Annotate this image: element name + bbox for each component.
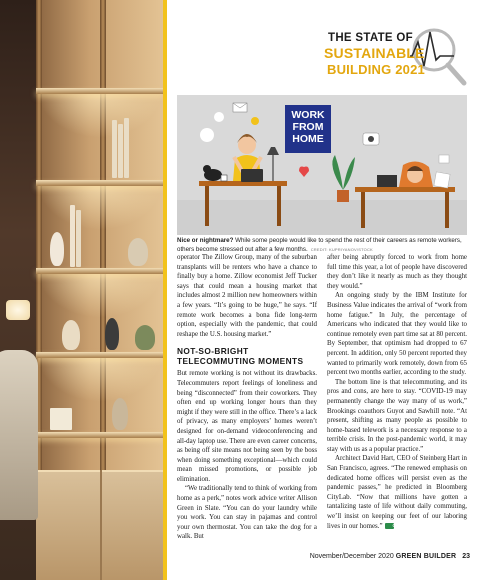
shelf-glow (36, 352, 163, 402)
armchair (0, 350, 38, 520)
work-from-home-illustration (177, 95, 467, 235)
lamp (6, 300, 30, 320)
vase (105, 318, 119, 350)
plant-pot (135, 325, 155, 350)
paragraph (327, 454, 467, 531)
section-header (318, 26, 468, 92)
shelf-glow (36, 180, 163, 230)
shelf-board (36, 352, 163, 358)
paragraph: operator The Zillow Group, many of the suburban transplants will be renters who have a chance to finally buy a home. Zillow economist Jeff Tucker says that could mean a housing market that includes almost 2 million new homeowners within a few years. “It’s going to be huge,” he says. “If remote work becomes a bona fide long-term option, especially with the pandemic, that could reshape the U.S. housing market.” (177, 254, 317, 338)
page-footer (282, 553, 470, 560)
book (76, 210, 81, 267)
book-stack (50, 408, 72, 430)
shelf-photo (0, 0, 163, 580)
photo-credit: CREDIT: KUPRIYANOV/STOCK (310, 246, 373, 252)
paragraph: “We traditionally tend to think of working from home as a perk,” notes work advice writer Allison Green in Slate. “You can do your laundry while you work. You can stay in pajamas and control your own thermostat. You can take the dog for a walk. But (177, 485, 317, 541)
shelf-glow (36, 88, 163, 138)
article-column-1 (177, 253, 317, 542)
sign-line: HOME (292, 133, 324, 145)
header-line-1: THE STATE OF (328, 32, 413, 44)
vase (128, 238, 148, 266)
shelf-board (36, 180, 163, 186)
book (70, 205, 75, 267)
shelf-glow (36, 268, 163, 318)
vase (62, 320, 80, 350)
paragraph: An ongoing study by the IBM Institute for Business Value indicates the arrival of “work from home fatigue.” In July, the percentage of Americans who indicated that they would like to continue remotely even part time sat at 80 percent. By September, that optimism had dropped to 67 percent. In addition, only 50 percent reported they wanted to primarily work remotely, down from 65 percent two months earlier, according to the study. (327, 292, 467, 377)
header-line-2: SUSTAINABLE (324, 45, 425, 61)
shelf-board (36, 268, 163, 274)
caption-lead: Nice or nightmare? (177, 237, 234, 244)
book (124, 118, 129, 178)
shelf-post (100, 0, 106, 480)
paragraph: after being abruptly forced to work from home full time this year, a lot of people have discovered they don’t like it nearly as much as they thought they would.” (327, 254, 467, 290)
book (118, 124, 123, 178)
subheading: NOT-SO-BRIGHT TELECOMMUTING MOMENTS (177, 346, 304, 366)
paragraph: But remote working is not without its drawbacks. Telecommuters report feelings of loneliness and being “disconnected” from their coworkers. They often end up working longer hours than they might if they were still in the office. There’s a lack of privacy, as many employers’ homes weren’t designed for on-demand videoconferencing and all-day laptop use. There are even career concerns, as being off site means not being seen by the boss when doing something exceptional—which could mean missed promotions, or possible job elimination. (177, 370, 317, 483)
issue-date: November/December 2020 (309, 553, 394, 560)
caption-text: While some people would like to spend the rest of their careers as remote workers, others become stressed out after a few months. (177, 237, 462, 253)
article-column-2 (327, 253, 467, 531)
sign-line: FROM (292, 121, 324, 133)
paragraph: The bottom line is that telecommuting, and its pros and cons, are here to stay. “COVID-19 may permanently change the way many of us work,” Brookings coauthors Guyot and Sawhill note. “At present, shifting as many people as possible to home-based telework is a necessary response to a terrible crisis. In the post-pandemic world, it may stay with us as a popular practice.” (327, 378, 467, 453)
work-from-home-sign (285, 105, 331, 153)
magazine-name: GREEN BUILDER (395, 553, 457, 560)
end-mark-icon: GB (385, 523, 394, 529)
page-number: 23 (462, 553, 470, 560)
photo-caption (177, 237, 469, 254)
sign-line: WORK (291, 109, 325, 121)
shelf-board (36, 88, 163, 94)
header-line-3: BUILDING 2021 (327, 62, 425, 77)
cabinet-door-line (100, 470, 102, 580)
vase (50, 232, 64, 266)
gold-rule (163, 0, 167, 580)
book (112, 120, 117, 178)
final-paragraph-text: Architect David Hart, CEO of Steinberg Hart in San Francisco, agrees. “The renewed emphasis on dedicated home offices will persist even as the pandemic passes,” he predicted in Bloomberg CityLab. “Now that millions have gotten a tantalizing taste of life without daily commuting, we’ll insist on keeping our feet of our laboring lives in our homes.” (327, 455, 467, 530)
shelf-board (36, 432, 163, 438)
vase (112, 398, 128, 430)
